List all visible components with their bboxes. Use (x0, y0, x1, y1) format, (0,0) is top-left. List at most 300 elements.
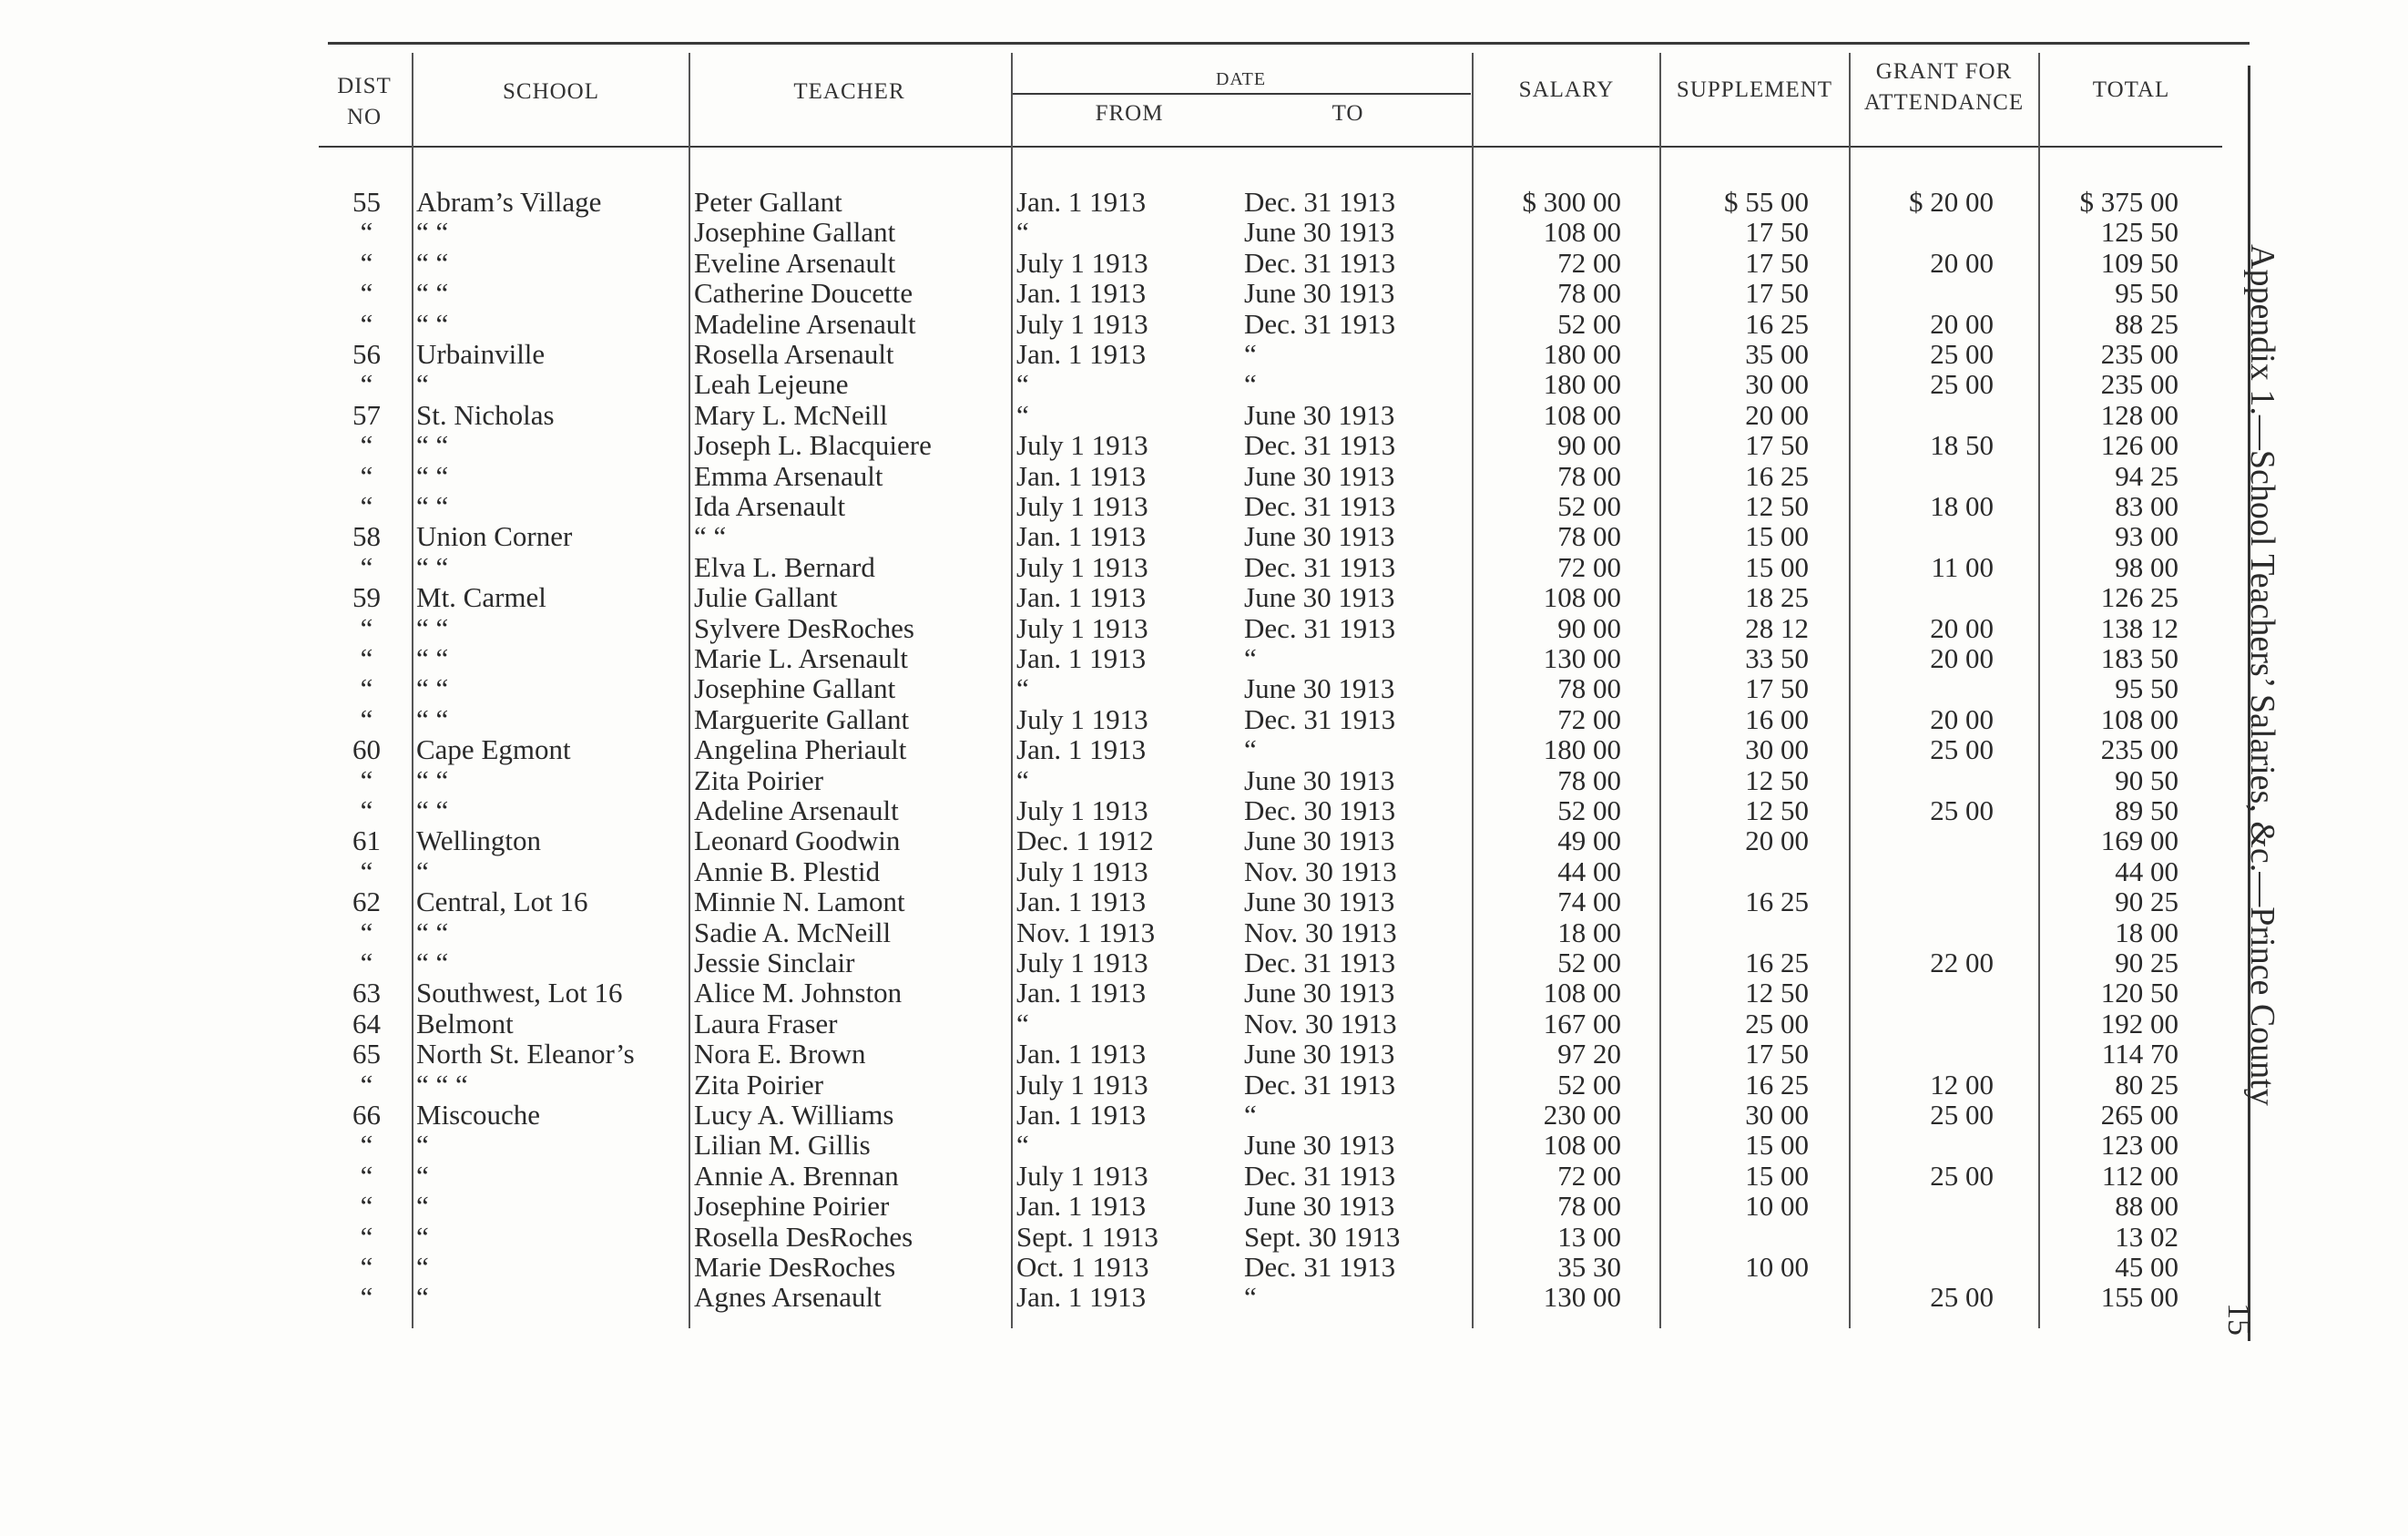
cell-total: 235 00 (2100, 368, 2178, 401)
cell-dist: “ (360, 216, 373, 249)
cell-supplement: 17 50 (1745, 277, 1809, 310)
cell-to: June 30 1913 (1244, 977, 1395, 1009)
cell-school: Urbainville (416, 338, 546, 370)
cell-to: Dec. 31 1913 (1244, 490, 1396, 522)
cell-from: July 1 1913 (1016, 246, 1148, 279)
cell-total: 80 25 (2115, 1068, 2178, 1101)
cell-school: “ (416, 1159, 429, 1192)
cell-teacher: Emma Arsenault (694, 459, 883, 492)
cell-total: $ 375 00 (2079, 186, 2178, 218)
cell-dist: “ (360, 672, 373, 705)
cell-supplement: 30 00 (1745, 733, 1809, 766)
cell-total: 109 50 (2100, 246, 2178, 279)
cell-salary: 108 00 (1543, 977, 1621, 1009)
cell-dist: “ (360, 1220, 373, 1253)
cell-salary: 90 00 (1557, 611, 1621, 644)
cell-total: 125 50 (2100, 216, 2178, 249)
cell-grant: 25 00 (1930, 1099, 1994, 1131)
cell-supplement: 16 25 (1745, 947, 1809, 978)
cell-school: Belmont (416, 1007, 514, 1039)
cell-salary: 78 00 (1557, 277, 1621, 310)
cell-to: June 30 1913 (1244, 398, 1395, 431)
cell-supplement: 35 00 (1745, 338, 1809, 370)
cell-supplement: 28 12 (1745, 611, 1809, 644)
cell-salary: 78 00 (1557, 763, 1621, 796)
cell-teacher: Leah Lejeune (694, 368, 849, 401)
cell-school: “ (416, 1281, 429, 1314)
cell-dist: “ (360, 307, 373, 340)
cell-teacher: Josephine Gallant (694, 216, 896, 249)
header-salary: SALARY (1518, 77, 1615, 102)
cell-salary: 35 30 (1557, 1251, 1621, 1283)
cell-school: “ “ (416, 429, 449, 462)
cell-supplement: 12 50 (1745, 794, 1809, 826)
cell-from: July 1 1913 (1016, 307, 1148, 340)
cell-dist: 59 (352, 581, 381, 614)
header-total: TOTAL (2092, 77, 2170, 102)
cell-total: 138 12 (2100, 611, 2178, 644)
col-divider (2038, 53, 2040, 1328)
cell-to: June 30 1913 (1244, 824, 1395, 857)
cell-salary: 49 00 (1557, 824, 1621, 857)
cell-teacher: Rosella DesRoches (694, 1220, 913, 1253)
cell-teacher: Marie DesRoches (694, 1251, 896, 1283)
cell-dist: “ (360, 702, 373, 735)
cell-school: Central, Lot 16 (416, 886, 588, 918)
cell-supplement: 17 50 (1745, 429, 1809, 462)
cell-salary: 230 00 (1543, 1099, 1621, 1131)
cell-dist: “ (360, 763, 373, 796)
cell-salary: 90 00 (1557, 429, 1621, 462)
cell-to: Dec. 30 1913 (1244, 794, 1396, 826)
header-bottom-rule (319, 146, 2222, 148)
cell-supplement: 16 25 (1745, 1068, 1809, 1101)
header-to: TO (1332, 101, 1364, 126)
cell-teacher: Joseph L. Blacquiere (694, 429, 932, 462)
cell-to: Dec. 31 1913 (1244, 429, 1396, 462)
cell-school: “ (416, 1190, 429, 1223)
cell-school: “ “ (416, 277, 449, 310)
cell-grant: 25 00 (1930, 368, 1994, 401)
cell-teacher: Minnie N. Lamont (694, 886, 905, 918)
cell-from: “ (1016, 1007, 1029, 1039)
header-school: SCHOOL (502, 79, 599, 104)
cell-total: 93 00 (2115, 520, 2178, 553)
cell-to: June 30 1913 (1244, 459, 1395, 492)
cell-grant: 25 00 (1930, 733, 1994, 766)
cell-school: “ (416, 1129, 429, 1162)
cell-dist: “ (360, 1190, 373, 1223)
cell-grant: 25 00 (1930, 1281, 1994, 1314)
cell-teacher: Laura Fraser (694, 1007, 838, 1039)
cell-from: Jan. 1 1913 (1016, 1099, 1147, 1131)
cell-to: June 30 1913 (1244, 277, 1395, 310)
cell-dist: 66 (352, 1099, 381, 1131)
cell-salary: 130 00 (1543, 1281, 1621, 1314)
cell-school: “ “ (416, 307, 449, 340)
cell-teacher: Annie B. Plestid (694, 855, 881, 887)
cell-salary: 167 00 (1543, 1007, 1621, 1039)
cell-from: July 1 1913 (1016, 794, 1148, 826)
cell-dist: “ (360, 490, 373, 522)
cell-from: Jan. 1 1913 (1016, 1281, 1147, 1314)
cell-salary: 72 00 (1557, 1159, 1621, 1192)
cell-to: Dec. 31 1913 (1244, 550, 1396, 583)
cell-school: Abram’s Village (416, 186, 602, 218)
cell-teacher: Zita Poirier (694, 1068, 824, 1101)
cell-dist: “ (360, 1281, 373, 1314)
cell-dist: “ (360, 550, 373, 583)
cell-dist: “ (360, 642, 373, 674)
cell-dist: “ (360, 368, 373, 401)
cell-teacher: Alice M. Johnston (694, 977, 903, 1009)
cell-dist: “ (360, 429, 373, 462)
cell-from: Jan. 1 1913 (1016, 520, 1147, 553)
cell-salary: 78 00 (1557, 1190, 1621, 1223)
cell-school: Union Corner (416, 520, 573, 553)
cell-total: 88 25 (2115, 307, 2178, 340)
cell-supplement: 16 25 (1745, 886, 1809, 918)
cell-school: “ “ (416, 611, 449, 644)
cell-supplement: 17 50 (1745, 216, 1809, 249)
cell-school: “ “ (416, 947, 449, 978)
cell-supplement: 16 25 (1745, 459, 1809, 492)
cell-from: Sept. 1 1913 (1016, 1220, 1158, 1253)
cell-dist: “ (360, 611, 373, 644)
cell-teacher: Josephine Gallant (694, 672, 896, 705)
cell-from: July 1 1913 (1016, 1068, 1148, 1101)
cell-school: “ “ (416, 702, 449, 735)
cell-from: Dec. 1 1912 (1016, 824, 1154, 857)
page-number: 15 (2221, 1303, 2258, 1336)
cell-to: Dec. 31 1913 (1244, 307, 1396, 340)
cell-total: 183 50 (2100, 642, 2178, 674)
cell-to: Dec. 31 1913 (1244, 611, 1396, 644)
cell-school: Cape Egmont (416, 733, 571, 766)
col-divider (412, 53, 413, 1328)
cell-to: Dec. 31 1913 (1244, 246, 1396, 279)
cell-total: 90 25 (2115, 947, 2178, 978)
cell-dist: 65 (352, 1038, 381, 1070)
top-rule (328, 42, 2250, 45)
cell-from: Jan. 1 1913 (1016, 581, 1147, 614)
cell-salary: 108 00 (1543, 216, 1621, 249)
cell-supplement: 30 00 (1745, 368, 1809, 401)
cell-teacher: “ “ (694, 520, 727, 553)
cell-school: “ (416, 1220, 429, 1253)
cell-grant: 20 00 (1930, 702, 1994, 735)
cell-school: “ “ (416, 642, 449, 674)
cell-grant: 20 00 (1930, 246, 1994, 279)
header-no: NO (346, 105, 383, 129)
cell-from: Jan. 1 1913 (1016, 186, 1147, 218)
cell-grant: $ 20 00 (1909, 186, 1994, 218)
cell-dist: “ (360, 246, 373, 279)
cell-salary: 108 00 (1543, 398, 1621, 431)
cell-total: 114 70 (2101, 1038, 2178, 1070)
cell-supplement: 16 00 (1745, 702, 1809, 735)
cell-school: “ (416, 1251, 429, 1283)
cell-total: 123 00 (2100, 1129, 2178, 1162)
cell-salary: 78 00 (1557, 672, 1621, 705)
cell-to: June 30 1913 (1244, 1038, 1395, 1070)
cell-school: “ “ (416, 246, 449, 279)
header-dist: DIST (337, 74, 392, 98)
cell-dist: 64 (352, 1007, 381, 1039)
cell-supplement: 15 00 (1745, 1159, 1809, 1192)
cell-teacher: Zita Poirier (694, 763, 824, 796)
cell-school: “ “ (416, 763, 449, 796)
cell-to: “ (1244, 338, 1257, 370)
header-grant-line1: GRANT FOR (1875, 59, 2013, 84)
cell-teacher: Annie A. Brennan (694, 1159, 899, 1192)
cell-dist: 56 (352, 338, 381, 370)
cell-school: “ “ (416, 459, 449, 492)
cell-salary: 180 00 (1543, 733, 1621, 766)
cell-dist: “ (360, 1159, 373, 1192)
cell-total: 44 00 (2115, 855, 2178, 887)
cell-supplement: 10 00 (1745, 1190, 1809, 1223)
cell-supplement: $ 55 00 (1724, 186, 1809, 218)
cell-school: North St. Eleanor’s (416, 1038, 635, 1070)
cell-salary: 72 00 (1557, 246, 1621, 279)
cell-salary: 52 00 (1557, 794, 1621, 826)
cell-grant: 25 00 (1930, 1159, 1994, 1192)
cell-school: Miscouche (416, 1099, 541, 1131)
cell-supplement: 33 50 (1745, 642, 1809, 674)
cell-to: Nov. 30 1913 (1244, 916, 1397, 948)
cell-teacher: Agnes Arsenault (694, 1281, 882, 1314)
cell-salary: 74 00 (1557, 886, 1621, 918)
cell-supplement: 25 00 (1745, 1007, 1809, 1039)
cell-from: July 1 1913 (1016, 1159, 1148, 1192)
cell-grant: 20 00 (1930, 611, 1994, 644)
cell-teacher: Ida Arsenault (694, 490, 846, 522)
cell-supplement: 17 50 (1745, 1038, 1809, 1070)
cell-grant: 20 00 (1930, 307, 1994, 340)
cell-school: “ “ (416, 490, 449, 522)
cell-to: June 30 1913 (1244, 1129, 1395, 1162)
cell-to: “ (1244, 733, 1257, 766)
cell-from: “ (1016, 1129, 1029, 1162)
cell-supplement: 12 50 (1745, 977, 1809, 1009)
cell-salary: 52 00 (1557, 307, 1621, 340)
cell-teacher: Lilian M. Gillis (694, 1129, 871, 1162)
cell-dist: “ (360, 1129, 373, 1162)
cell-school: “ “ (416, 550, 449, 583)
cell-total: 90 50 (2115, 763, 2178, 796)
cell-salary: 52 00 (1557, 947, 1621, 978)
header-from: FROM (1095, 101, 1164, 126)
cell-teacher: Marguerite Gallant (694, 702, 910, 735)
cell-school: Wellington (416, 824, 541, 857)
col-divider (1472, 53, 1474, 1328)
cell-salary: 78 00 (1557, 459, 1621, 492)
cell-from: July 1 1913 (1016, 490, 1148, 522)
cell-teacher: Sadie A. McNeill (694, 916, 892, 948)
header-date: DATE (1215, 69, 1267, 89)
cell-total: 98 00 (2115, 550, 2178, 583)
cell-teacher: Sylvere DesRoches (694, 611, 914, 644)
cell-teacher: Lucy A. Williams (694, 1099, 894, 1131)
col-divider (1849, 53, 1851, 1328)
cell-grant: 12 00 (1930, 1068, 1994, 1101)
header-grant-line2: ATTENDANCE (1863, 90, 2025, 115)
cell-dist: “ (360, 947, 373, 978)
cell-supplement: 15 00 (1745, 550, 1809, 583)
cell-grant: 22 00 (1930, 947, 1994, 978)
cell-dist: “ (360, 794, 373, 826)
cell-to: June 30 1913 (1244, 581, 1395, 614)
cell-salary: 72 00 (1557, 702, 1621, 735)
cell-to: Sept. 30 1913 (1244, 1220, 1401, 1253)
cell-dist: “ (360, 1068, 373, 1101)
cell-supplement: 15 00 (1745, 520, 1809, 553)
cell-salary: 130 00 (1543, 642, 1621, 674)
cell-total: 126 00 (2100, 429, 2178, 462)
cell-school: St. Nicholas (416, 398, 555, 431)
cell-total: 235 00 (2100, 733, 2178, 766)
cell-teacher: Marie L. Arsenault (694, 642, 909, 674)
cell-to: Nov. 30 1913 (1244, 855, 1397, 887)
cell-total: 192 00 (2100, 1007, 2178, 1039)
cell-grant: 11 00 (1931, 550, 1994, 583)
cell-dist: 61 (352, 824, 381, 857)
cell-supplement: 12 50 (1745, 763, 1809, 796)
cell-to: June 30 1913 (1244, 1190, 1395, 1223)
cell-dist: 55 (352, 186, 381, 218)
cell-dist: 58 (352, 520, 381, 553)
cell-total: 83 00 (2115, 490, 2178, 522)
cell-total: 94 25 (2115, 459, 2178, 492)
cell-to: June 30 1913 (1244, 763, 1395, 796)
cell-teacher: Peter Gallant (694, 186, 842, 218)
cell-teacher: Nora E. Brown (694, 1038, 866, 1070)
cell-dist: 57 (352, 398, 381, 431)
cell-from: July 1 1913 (1016, 429, 1148, 462)
cell-grant: 25 00 (1930, 338, 1994, 370)
cell-supplement: 18 25 (1745, 581, 1809, 614)
cell-school: “ “ (416, 672, 449, 705)
cell-salary: 180 00 (1543, 368, 1621, 401)
cell-teacher: Mary L. McNeill (694, 398, 888, 431)
cell-school: “ “ (416, 216, 449, 249)
cell-total: 13 02 (2115, 1220, 2178, 1253)
cell-salary: 52 00 (1557, 1068, 1621, 1101)
cell-supplement: 17 50 (1745, 672, 1809, 705)
cell-to: June 30 1913 (1244, 672, 1395, 705)
cell-teacher: Josephine Poirier (694, 1190, 890, 1223)
cell-teacher: Angelina Pheriault (694, 733, 907, 766)
cell-to: Dec. 31 1913 (1244, 1251, 1396, 1283)
cell-to: Nov. 30 1913 (1244, 1007, 1397, 1039)
cell-school: Mt. Carmel (416, 581, 546, 614)
cell-school: Southwest, Lot 16 (416, 977, 623, 1009)
cell-from: Oct. 1 1913 (1016, 1251, 1149, 1283)
cell-total: 155 00 (2100, 1281, 2178, 1314)
cell-school: “ “ “ (416, 1068, 468, 1101)
cell-from: July 1 1913 (1016, 855, 1148, 887)
cell-to: “ (1244, 642, 1257, 674)
cell-from: Jan. 1 1913 (1016, 733, 1147, 766)
cell-total: 128 00 (2100, 398, 2178, 431)
cell-from: “ (1016, 672, 1029, 705)
cell-grant: 25 00 (1930, 794, 1994, 826)
cell-from: Jan. 1 1913 (1016, 277, 1147, 310)
cell-grant: 20 00 (1930, 642, 1994, 674)
cell-school: “ “ (416, 794, 449, 826)
cell-dist: “ (360, 916, 373, 948)
cell-total: 95 50 (2115, 672, 2178, 705)
header-teacher: TEACHER (793, 79, 905, 104)
cell-to: June 30 1913 (1244, 216, 1395, 249)
cell-grant: 18 50 (1930, 429, 1994, 462)
cell-salary: 78 00 (1557, 520, 1621, 553)
cell-supplement: 17 50 (1745, 246, 1809, 279)
cell-supplement: 15 00 (1745, 1129, 1809, 1162)
cell-dist: 60 (352, 733, 381, 766)
cell-supplement: 10 00 (1745, 1251, 1809, 1283)
col-divider (1659, 53, 1661, 1328)
cell-from: July 1 1913 (1016, 611, 1148, 644)
cell-from: Jan. 1 1913 (1016, 642, 1147, 674)
cell-supplement: 30 00 (1745, 1099, 1809, 1131)
cell-total: 235 00 (2100, 338, 2178, 370)
cell-to: “ (1244, 1099, 1257, 1131)
cell-salary: 13 00 (1557, 1220, 1621, 1253)
cell-from: Nov. 1 1913 (1016, 916, 1156, 948)
cell-teacher: Madeline Arsenault (694, 307, 916, 340)
cell-school: “ “ (416, 916, 449, 948)
cell-from: Jan. 1 1913 (1016, 1038, 1147, 1070)
cell-total: 169 00 (2100, 824, 2178, 857)
cell-dist: 62 (352, 886, 381, 918)
cell-teacher: Julie Gallant (694, 581, 838, 614)
cell-dist: “ (360, 277, 373, 310)
cell-grant: 18 00 (1930, 490, 1994, 522)
cell-teacher: Adeline Arsenault (694, 794, 899, 826)
cell-from: Jan. 1 1913 (1016, 1190, 1147, 1223)
cell-total: 88 00 (2115, 1190, 2178, 1223)
cell-salary: $ 300 00 (1522, 186, 1621, 218)
cell-total: 95 50 (2115, 277, 2178, 310)
cell-total: 89 50 (2115, 794, 2178, 826)
cell-teacher: Rosella Arsenault (694, 338, 894, 370)
cell-total: 120 50 (2100, 977, 2178, 1009)
cell-salary: 108 00 (1543, 581, 1621, 614)
cell-teacher: Leonard Goodwin (694, 824, 901, 857)
cell-total: 90 25 (2115, 886, 2178, 918)
cell-total: 18 00 (2115, 916, 2178, 948)
cell-salary: 44 00 (1557, 855, 1621, 887)
cell-to: Dec. 31 1913 (1244, 1159, 1396, 1192)
cell-to: Dec. 31 1913 (1244, 1068, 1396, 1101)
cell-to: Dec. 31 1913 (1244, 186, 1396, 218)
cell-salary: 72 00 (1557, 550, 1621, 583)
cell-total: 45 00 (2115, 1251, 2178, 1283)
cell-school: “ (416, 855, 429, 887)
cell-from: “ (1016, 216, 1029, 249)
cell-from: “ (1016, 398, 1029, 431)
cell-school: “ (416, 368, 429, 401)
cell-total: 265 00 (2100, 1099, 2178, 1131)
cell-supplement: 20 00 (1745, 398, 1809, 431)
cell-total: 108 00 (2100, 702, 2178, 735)
cell-teacher: Elva L. Bernard (694, 550, 875, 583)
cell-teacher: Jessie Sinclair (694, 947, 855, 978)
cell-from: July 1 1913 (1016, 947, 1148, 978)
cell-teacher: Catherine Doucette (694, 277, 913, 310)
